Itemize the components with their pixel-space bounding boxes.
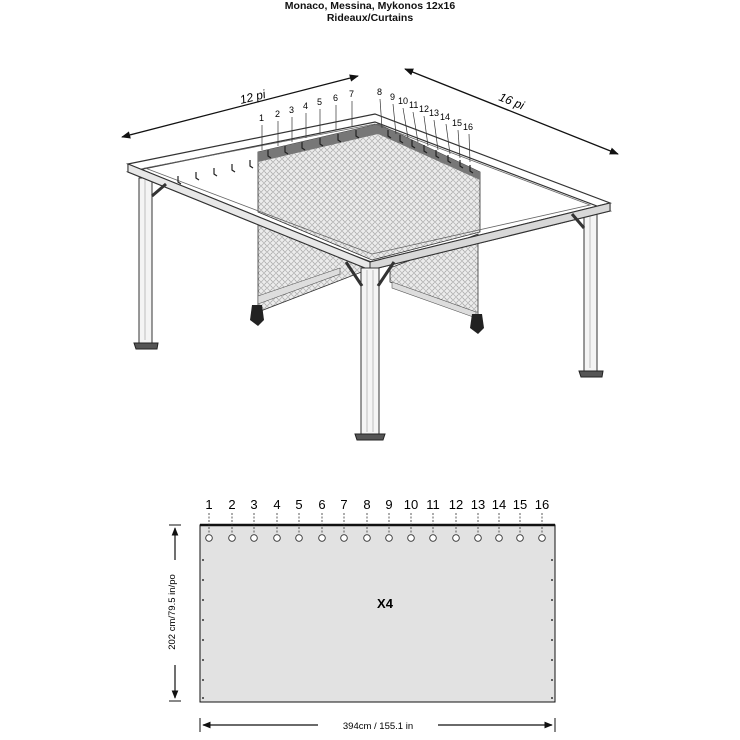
curtain-panel xyxy=(200,525,555,702)
grommet-number: 9 xyxy=(385,497,393,512)
back-right-post xyxy=(579,211,603,377)
grommet-number: 6 xyxy=(318,497,326,512)
grommet-number: 13 xyxy=(470,497,486,512)
hook-number: 6 xyxy=(333,93,339,103)
grommet-number: 8 xyxy=(363,497,371,512)
hook-number: 1 xyxy=(259,113,265,123)
width-dimension-label: 394cm / 155.1 in xyxy=(342,721,414,732)
hook-number: 3 xyxy=(289,105,295,115)
hook-number: 5 xyxy=(317,97,323,107)
hook-number: 9 xyxy=(390,92,396,102)
hook-number: 8 xyxy=(377,87,383,97)
hook-number: 10 xyxy=(398,96,409,106)
grommet-number: 1 xyxy=(205,497,213,512)
width-dimension-label: 12 pi xyxy=(238,87,267,107)
gazebo-illustration xyxy=(122,69,618,440)
hook-number: 16 xyxy=(463,122,474,132)
height-dimension-label: 202 cm/79.5 in/po xyxy=(167,574,178,650)
grommet-number: 5 xyxy=(295,497,303,512)
grommet-number: 11 xyxy=(426,497,440,512)
back-left-post xyxy=(134,178,158,349)
grommet-number: 12 xyxy=(448,497,464,512)
hook-number: 13 xyxy=(429,108,440,118)
width-dimension-arrow xyxy=(122,76,358,137)
diagram-subtitle: Rideaux/Curtains xyxy=(326,12,414,24)
hook-number: 4 xyxy=(303,101,309,111)
quantity-label: X4 xyxy=(377,596,393,611)
grommet-number: 15 xyxy=(512,497,528,512)
grommet-number: 10 xyxy=(403,497,419,512)
hook-number: 14 xyxy=(440,112,451,122)
grommet-number: 14 xyxy=(491,497,507,512)
grommet-numbers xyxy=(205,497,549,512)
hook-number: 11 xyxy=(409,100,419,110)
grommet-number: 3 xyxy=(250,497,258,512)
depth-dimension-label: 16 pi xyxy=(496,89,527,113)
hook-number: 15 xyxy=(452,118,463,128)
grommet-number: 2 xyxy=(228,497,236,512)
hook-number: 12 xyxy=(419,104,430,114)
grommet-number: 7 xyxy=(340,497,348,512)
diagram-title: Monaco, Messina, Mykonos 12x16 xyxy=(284,0,456,12)
front-corner-post xyxy=(346,262,394,440)
grommet-number: 4 xyxy=(273,497,281,512)
hook-number: 2 xyxy=(275,109,281,119)
curtain-spec-drawing xyxy=(167,497,555,732)
grommet-number: 16 xyxy=(534,497,550,512)
hook-number: 7 xyxy=(349,89,355,99)
